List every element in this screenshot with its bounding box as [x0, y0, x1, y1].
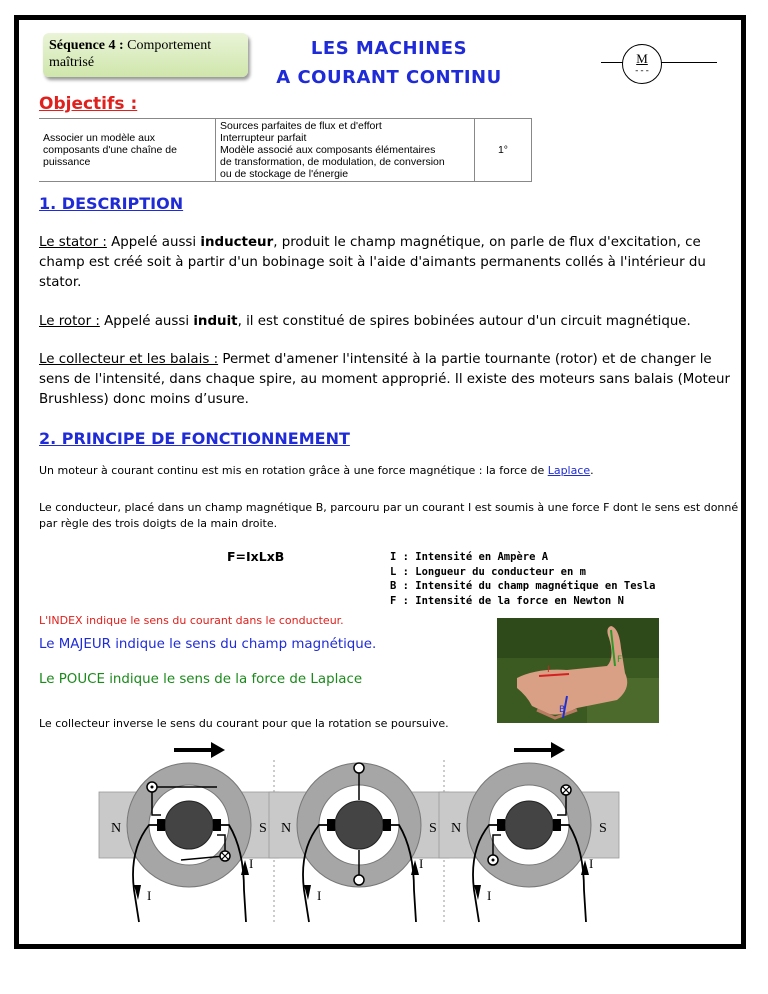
- knowledge-cell: [216, 119, 475, 182]
- pouce-rule: Le POUCE indique le sens de la force de Laplace: [39, 672, 363, 687]
- rotation-arrow-icon: [514, 742, 565, 758]
- laplace-text: Un moteur à courant continu est mis en rotation grâce à une force magnétique : la force de: [39, 464, 548, 477]
- definition-item: L : Longueur du conducteur en m: [390, 565, 586, 578]
- motor-symbol-letter: M: [636, 51, 648, 66]
- conductor-paragraph: Le conducteur, placé dans un champ magnétique B, parcouru par un courant I est soumis à une force F dont le sens est donné par règle des trois doigts de la main droite.: [39, 501, 739, 530]
- knowledge-line: Sources parfaites de flux et d'effort: [220, 120, 382, 132]
- laplace-link[interactable]: Laplace: [547, 464, 591, 477]
- level-cell: 1°: [475, 119, 532, 182]
- collector-text: Permet d'amener l'intensité à la partie tournante (rotor) et de changer le sens de l'intensité, dans chaque spire, au moment approprié. Il existe des moteurs sans balais (Moteur Brushless) donc moins d’usure.: [39, 352, 731, 407]
- motor-diagram-2: [269, 763, 449, 922]
- rotation-arrow-icon: [174, 742, 225, 758]
- objectives-heading: Objectifs :: [39, 94, 138, 114]
- sequence-label: Séquence 4 :: [49, 38, 124, 53]
- stator-text-end: , produit le champ magnétique, on parle de flux d'excitation, ce champ est créé soit à partir d'un bobinage soit à l'aide d'aimants permanents collés à l'intérieur du stator.: [39, 235, 706, 290]
- pole-n-label: N: [111, 821, 122, 836]
- laplace-paragraph: [39, 463, 739, 479]
- current-label: I: [147, 888, 152, 903]
- majeur-rule: Le MAJEUR indique le sens du champ magnétique.: [39, 637, 377, 652]
- stator-label: Le stator :: [39, 235, 107, 250]
- rotor-label: Le rotor :: [39, 314, 100, 329]
- title-line-1: LES MACHINES: [310, 38, 468, 59]
- current-label: I: [249, 856, 254, 871]
- motor-symbol-icon: M - - -: [622, 44, 662, 84]
- laplace-text-end: .: [590, 464, 594, 477]
- description-heading: 1. DESCRIPTION: [39, 194, 184, 213]
- page-frame: [14, 15, 746, 949]
- stator-text: Appelé aussi: [106, 235, 201, 250]
- table-row: [39, 119, 532, 182]
- hand-label-b: B: [559, 705, 566, 715]
- collector-note: Le collecteur inverse le sens du courant pour que la rotation se poursuive.: [39, 717, 449, 730]
- sequence-text: Comportement maîtrisé: [49, 38, 212, 70]
- current-label: I: [317, 888, 322, 903]
- right-hand-photo: [497, 618, 659, 723]
- knowledge-line: ou de stockage de l'énergie: [220, 168, 349, 180]
- current-label: I: [589, 856, 594, 871]
- formula: F=IxLxB: [227, 549, 285, 564]
- index-rule: L'INDEX indique le sens du courant dans le conducteur.: [39, 614, 344, 627]
- title-line-2: A COURANT CONTINU: [276, 67, 502, 88]
- rotor-paragraph: [39, 312, 739, 332]
- definition-item: F : Intensité de la force en Newton N: [390, 594, 624, 607]
- sequence-badge: [43, 33, 248, 77]
- hand-label-f: F: [617, 655, 623, 665]
- current-label: I: [419, 856, 424, 871]
- rotor-text-end: , il est constitué de spires bobinées autour d'un circuit magnétique.: [237, 314, 691, 329]
- motor-diagram-1: [99, 742, 279, 922]
- stator-paragraph: [39, 233, 739, 293]
- rotor-bold: induit: [193, 314, 238, 329]
- principle-heading: 2. PRINCIPE DE FONCTIONNEMENT: [39, 429, 350, 448]
- definition-item: I : Intensité en Ampère A: [390, 551, 549, 563]
- page-title: [249, 34, 529, 92]
- pole-s-label: S: [429, 821, 437, 836]
- collector-paragraph: [39, 350, 739, 410]
- definition-item: B : Intensité du champ magnétique en Tesla: [390, 580, 656, 592]
- pole-n-label: N: [281, 821, 292, 836]
- hand-label-i: I: [547, 665, 550, 675]
- current-label: I: [487, 888, 492, 903]
- knowledge-line: de transformation, de modulation, de conversion: [220, 156, 445, 168]
- dc-motor-diagram: [79, 740, 639, 935]
- objective-cell: Associer un modèle aux composants d'une chaîne de puissance: [39, 119, 216, 182]
- knowledge-line: Interrupteur parfait: [220, 132, 307, 144]
- rotor-text: Appelé aussi: [99, 314, 194, 329]
- collector-label: Le collecteur et les balais :: [39, 352, 219, 367]
- stator-bold: inducteur: [200, 235, 274, 250]
- objectives-table: [39, 118, 532, 182]
- pole-s-label: S: [259, 821, 267, 836]
- knowledge-line: Modèle associé aux composants élémentaires: [220, 144, 436, 156]
- pole-n-label: N: [451, 821, 462, 836]
- definitions-list: [390, 550, 656, 608]
- pole-s-label: S: [599, 821, 607, 836]
- motor-diagram-3: [439, 742, 619, 922]
